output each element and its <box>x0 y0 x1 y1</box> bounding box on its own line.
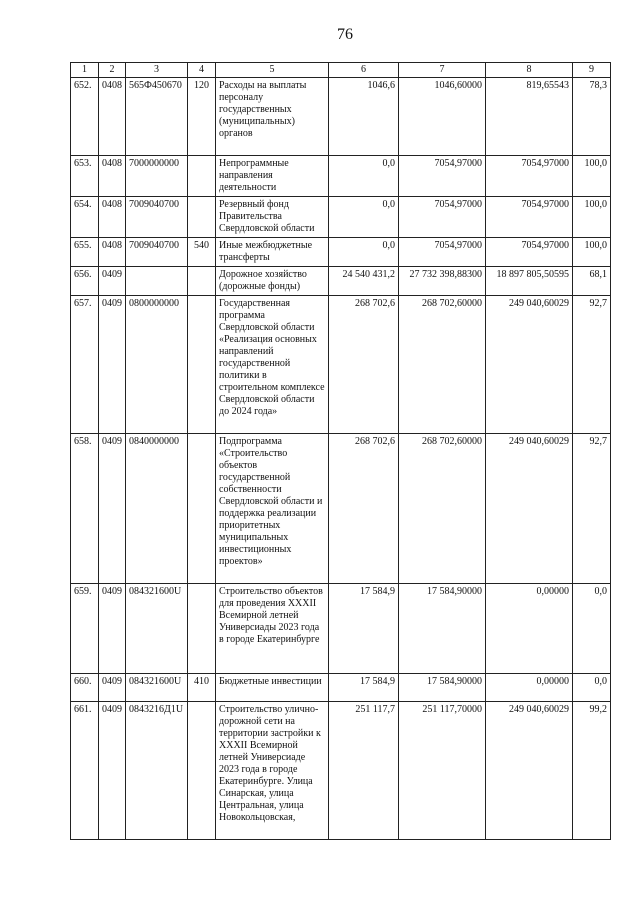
value-col7: 7054,97000 <box>399 238 486 267</box>
target-code <box>126 267 188 296</box>
col-header: 1 <box>71 63 99 78</box>
value-col8: 0,00000 <box>486 584 573 674</box>
value-col9: 68,1 <box>573 267 611 296</box>
row-number: 653. <box>71 156 99 197</box>
table-row <box>71 197 611 238</box>
row-number: 657. <box>71 296 99 434</box>
expense-type: 120 <box>188 78 216 156</box>
section-code: 0408 <box>99 238 126 267</box>
item-name: Резервный фонд Правительства Свердловской области <box>216 197 329 238</box>
item-name: Расходы на выплаты персоналу государственных (муниципальных) органов <box>216 78 329 156</box>
table-row <box>71 584 611 674</box>
value-col8: 819,65543 <box>486 78 573 156</box>
col-header: 6 <box>329 63 399 78</box>
item-name: Строительство объектов для проведения XXXII Всемирной летней Универсиады 2023 года в городе Екатеринбурге <box>216 584 329 674</box>
target-code: 0843216Д1U <box>126 702 188 840</box>
table-row <box>71 156 611 197</box>
value-col9: 0,0 <box>573 674 611 702</box>
item-name: Подпрограмма «Строительство объектов государственной собственности Свердловской области и поддержка реализации приоритетных муниципальных инвестиционных проектов» <box>216 434 329 584</box>
value-col6: 17 584,9 <box>329 584 399 674</box>
section-code: 0409 <box>99 584 126 674</box>
value-col8: 7054,97000 <box>486 238 573 267</box>
target-code: 565Ф450670 <box>126 78 188 156</box>
target-code: 7000000000 <box>126 156 188 197</box>
expense-type: 540 <box>188 238 216 267</box>
value-col7: 7054,97000 <box>399 197 486 238</box>
table-row <box>71 296 611 434</box>
item-name: Непрограммные направления деятельности <box>216 156 329 197</box>
col-header: 7 <box>399 63 486 78</box>
value-col7: 1046,60000 <box>399 78 486 156</box>
value-col9: 100,0 <box>573 156 611 197</box>
row-number: 652. <box>71 78 99 156</box>
value-col7: 7054,97000 <box>399 156 486 197</box>
value-col7: 251 117,70000 <box>399 702 486 840</box>
target-code: 084321600U <box>126 584 188 674</box>
section-code: 0409 <box>99 702 126 840</box>
section-code: 0409 <box>99 296 126 434</box>
table-row <box>71 702 611 840</box>
value-col6: 0,0 <box>329 197 399 238</box>
target-code: 084321600U <box>126 674 188 702</box>
expense-type <box>188 296 216 434</box>
expense-type <box>188 156 216 197</box>
col-header: 3 <box>126 63 188 78</box>
expense-type <box>188 434 216 584</box>
target-code: 0800000000 <box>126 296 188 434</box>
table-row <box>71 674 611 702</box>
row-number: 658. <box>71 434 99 584</box>
row-number: 661. <box>71 702 99 840</box>
row-number: 654. <box>71 197 99 238</box>
col-header: 5 <box>216 63 329 78</box>
section-code: 0409 <box>99 434 126 584</box>
expense-type <box>188 197 216 238</box>
header-row <box>71 63 611 78</box>
value-col7: 27 732 398,88300 <box>399 267 486 296</box>
value-col8: 0,00000 <box>486 674 573 702</box>
value-col7: 268 702,60000 <box>399 434 486 584</box>
section-code: 0408 <box>99 156 126 197</box>
value-col6: 1046,6 <box>329 78 399 156</box>
col-header: 4 <box>188 63 216 78</box>
item-name: Иные межбюджетные трансферты <box>216 238 329 267</box>
row-number: 659. <box>71 584 99 674</box>
value-col9: 99,2 <box>573 702 611 840</box>
value-col9: 92,7 <box>573 296 611 434</box>
value-col9: 78,3 <box>573 78 611 156</box>
item-name: Бюджетные инвестиции <box>216 674 329 702</box>
target-code: 7009040700 <box>126 197 188 238</box>
budget-table <box>70 62 611 840</box>
target-code: 0840000000 <box>126 434 188 584</box>
value-col8: 18 897 805,50595 <box>486 267 573 296</box>
value-col6: 0,0 <box>329 238 399 267</box>
expense-type: 410 <box>188 674 216 702</box>
value-col9: 100,0 <box>573 238 611 267</box>
section-code: 0409 <box>99 674 126 702</box>
value-col8: 249 040,60029 <box>486 702 573 840</box>
target-code: 7009040700 <box>126 238 188 267</box>
col-header: 8 <box>486 63 573 78</box>
section-code: 0408 <box>99 78 126 156</box>
value-col6: 0,0 <box>329 156 399 197</box>
row-number: 655. <box>71 238 99 267</box>
row-number: 656. <box>71 267 99 296</box>
item-name: Строительство улично-дорожной сети на территории застройки к XXXII Всемирной летней Универсиаде 2023 года в городе Екатеринбурге. Улица Синарская, улица Центральная, улица Новокольцовская, <box>216 702 329 840</box>
value-col6: 17 584,9 <box>329 674 399 702</box>
value-col6: 251 117,7 <box>329 702 399 840</box>
value-col8: 7054,97000 <box>486 197 573 238</box>
value-col7: 17 584,90000 <box>399 674 486 702</box>
value-col8: 249 040,60029 <box>486 296 573 434</box>
table-row <box>71 238 611 267</box>
expense-type <box>188 584 216 674</box>
table-row <box>71 434 611 584</box>
table-row <box>71 78 611 156</box>
expense-type <box>188 702 216 840</box>
value-col6: 268 702,6 <box>329 434 399 584</box>
expense-type <box>188 267 216 296</box>
section-code: 0409 <box>99 267 126 296</box>
col-header: 2 <box>99 63 126 78</box>
item-name: Дорожное хозяйство (дорожные фонды) <box>216 267 329 296</box>
page-number: 76 <box>337 26 353 43</box>
table-row <box>71 267 611 296</box>
value-col9: 0,0 <box>573 584 611 674</box>
col-header: 9 <box>573 63 611 78</box>
value-col6: 268 702,6 <box>329 296 399 434</box>
value-col8: 7054,97000 <box>486 156 573 197</box>
value-col6: 24 540 431,2 <box>329 267 399 296</box>
row-number: 660. <box>71 674 99 702</box>
section-code: 0408 <box>99 197 126 238</box>
value-col8: 249 040,60029 <box>486 434 573 584</box>
value-col9: 100,0 <box>573 197 611 238</box>
item-name: Государственная программа Свердловской области «Реализация основных направлений государственной политики в строительном комплексе Свердловской области до 2024 года» <box>216 296 329 434</box>
value-col7: 268 702,60000 <box>399 296 486 434</box>
value-col7: 17 584,90000 <box>399 584 486 674</box>
value-col9: 92,7 <box>573 434 611 584</box>
